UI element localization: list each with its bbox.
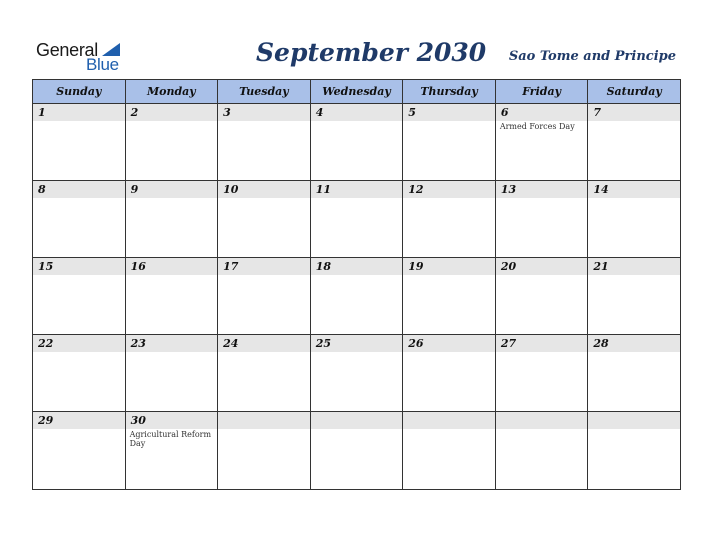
holiday-label: Armed Forces Day <box>499 122 575 131</box>
day-cell <box>310 258 403 335</box>
day-number: 5 <box>403 104 495 121</box>
day-cell <box>33 104 126 181</box>
day-number: 24 <box>218 335 310 352</box>
day-cell <box>403 104 496 181</box>
holiday-label: Agricultural Reform Day <box>129 430 212 448</box>
weekday-header: Tuesday <box>218 80 311 104</box>
weekday-header: Thursday <box>403 80 496 104</box>
day-number <box>218 412 310 429</box>
day-cell <box>125 104 218 181</box>
day-cell <box>403 335 496 412</box>
day-number: 23 <box>126 335 218 352</box>
day-cell <box>588 258 681 335</box>
day-cell <box>495 181 588 258</box>
day-number: 19 <box>403 258 495 275</box>
day-cell <box>218 181 311 258</box>
day-cell <box>33 412 126 490</box>
day-cell <box>218 412 311 490</box>
day-number <box>588 412 680 429</box>
day-number: 16 <box>126 258 218 275</box>
day-number: 14 <box>588 181 680 198</box>
logo <box>36 40 126 74</box>
day-cell <box>588 104 681 181</box>
week-row <box>33 104 681 181</box>
day-number: 21 <box>588 258 680 275</box>
day-cell <box>588 412 681 490</box>
day-number: 15 <box>33 258 125 275</box>
day-number: 28 <box>588 335 680 352</box>
day-cell <box>218 335 311 412</box>
day-cell <box>125 335 218 412</box>
day-number <box>311 412 403 429</box>
weekday-header: Saturday <box>588 80 681 104</box>
day-number: 3 <box>218 104 310 121</box>
calendar-title: September 2030 <box>256 38 487 67</box>
day-number: 13 <box>496 181 588 198</box>
day-number: 10 <box>218 181 310 198</box>
day-cell <box>588 335 681 412</box>
day-cell <box>310 181 403 258</box>
day-cell <box>218 258 311 335</box>
calendar-grid <box>32 79 681 490</box>
day-cell <box>310 335 403 412</box>
weekday-header: Sunday <box>33 80 126 104</box>
day-cell <box>33 258 126 335</box>
day-cell <box>495 258 588 335</box>
day-cell <box>495 335 588 412</box>
day-cell <box>125 412 218 490</box>
day-cell <box>125 181 218 258</box>
day-number: 12 <box>403 181 495 198</box>
day-number: 25 <box>311 335 403 352</box>
day-number: 4 <box>311 104 403 121</box>
weekday-header: Wednesday <box>310 80 403 104</box>
day-number: 7 <box>588 104 680 121</box>
day-cell <box>125 258 218 335</box>
country-name: Sao Tome and Principe <box>508 49 676 64</box>
day-number: 22 <box>33 335 125 352</box>
day-number <box>496 412 588 429</box>
day-cell <box>33 335 126 412</box>
day-cell <box>403 412 496 490</box>
day-cell <box>495 412 588 490</box>
week-row <box>33 258 681 335</box>
day-number: 1 <box>33 104 125 121</box>
day-number: 8 <box>33 181 125 198</box>
weekday-header: Friday <box>495 80 588 104</box>
day-number: 30 <box>126 412 218 429</box>
weekday-header-row <box>33 80 681 104</box>
day-cell <box>218 104 311 181</box>
day-number: 18 <box>311 258 403 275</box>
day-cell <box>403 258 496 335</box>
day-number: 26 <box>403 335 495 352</box>
logo-text-general: General <box>36 40 98 60</box>
day-number <box>403 412 495 429</box>
day-number: 27 <box>496 335 588 352</box>
day-number: 20 <box>496 258 588 275</box>
weekday-header: Monday <box>125 80 218 104</box>
day-number: 6 <box>496 104 588 121</box>
day-number: 11 <box>311 181 403 198</box>
day-cell <box>495 104 588 181</box>
day-number: 17 <box>218 258 310 275</box>
week-row <box>33 412 681 490</box>
day-number: 2 <box>126 104 218 121</box>
day-number: 29 <box>33 412 125 429</box>
day-cell <box>33 181 126 258</box>
week-row <box>33 335 681 412</box>
day-cell <box>588 181 681 258</box>
day-number: 9 <box>126 181 218 198</box>
day-cell <box>310 104 403 181</box>
logo-text-blue: Blue <box>86 55 119 74</box>
day-cell <box>310 412 403 490</box>
week-row <box>33 181 681 258</box>
day-cell <box>403 181 496 258</box>
